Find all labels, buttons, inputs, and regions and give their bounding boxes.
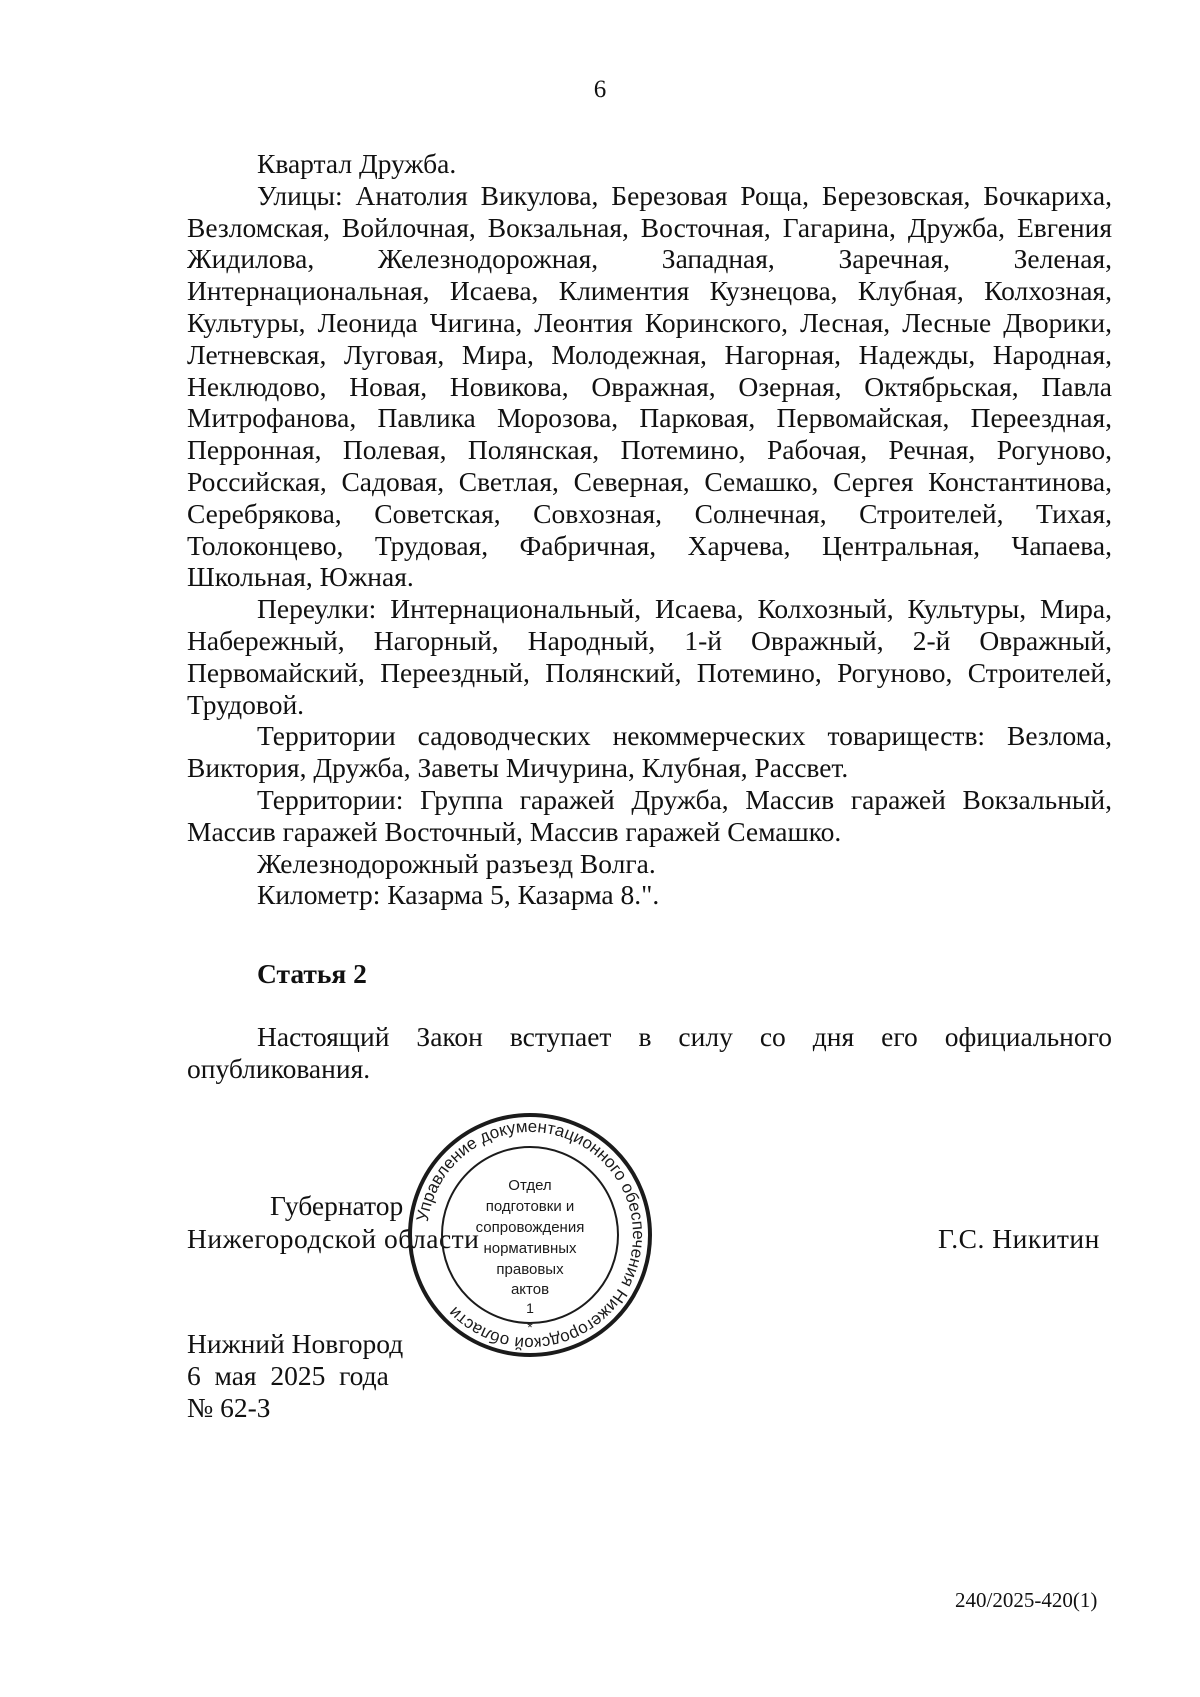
article-body (187, 1021, 1112, 1085)
stamp-line-5: правовых (496, 1261, 564, 1278)
document-code: 240/2025-420(1) (955, 1588, 1098, 1612)
stamp-line-6: актов (510, 1281, 550, 1298)
page-number: 6 (593, 76, 607, 103)
paragraph-quarter: Квартал Дружба. (257, 148, 457, 179)
stamp-line-1: Отдел (508, 1177, 552, 1194)
paragraph-lanes: Переулки: Интернациональный, Исаева, Колхозный, Культуры, Мира, Набережный, Нагорный, Народный, 1-й Овражный, 2-й Овражный, Первомайский, Переездный, Полянский, Потемино, Рогуново, Строителей, Трудовой. (187, 593, 1112, 720)
paragraph-streets: Улицы: Анатолия Викулова, Березовая Роща, Березовская, Бочкариха, Везломская, Войлочная, Вокзальная, Восточная, Гагарина, Дружба, Евгения Жидилова, Железнодорожная, Западная, Заречная, Зеленая, Интернациональная, Исаева, Климентия Кузнецова, Клубная, Колхозная, Культуры, Леонида Чигина, Леонтия Коринского, Лесная, Лесные Дворики, Летневская, Луговая, Мира, Молодежная, Нагорная, Надежды, Народная, Неклюдово, Новая, Новикова, Овражная, Озерная, Октябрьская, Павла Митрофанова, Павлика Морозова, Парковая, Первомайская, Переездная, Перронная, Полевая, Полянская, Потемино, Рабочая, Речная, Рогуново, Российская, Садовая, Светлая, Северная, Семашко, Сергея Константинова, Серебрякова, Советская, Совхозная, Солнечная, Строителей, Тихая, Толоконцево, Трудовая, Фабричная, Харчева, Центральная, Чапаева, Школьная, Южная. (187, 179, 1112, 593)
signature-name: Г.С. Никитин (938, 1223, 1100, 1254)
stamp-line-3: сопровождения (475, 1219, 585, 1236)
article-title: Статья 2 (257, 958, 367, 989)
stamp-line-7: 1 (526, 1300, 534, 1316)
body-text (187, 148, 1112, 911)
signature-position-line2: Нижегородской области (187, 1223, 480, 1254)
law-number: № 62-З (187, 1392, 271, 1423)
date: 6 мая 2025 года (187, 1360, 389, 1391)
stamp-star-icon: * (527, 1319, 533, 1335)
stamp-seal-graphic (405, 1110, 655, 1360)
city: Нижний Новгород (187, 1328, 404, 1359)
paragraph-railway-junction: Железнодорожный разъезд Волга. (257, 847, 656, 879)
paragraph-garden-territories: Территории садоводческих некоммерческих товариществ: Везлома, Виктория, Дружба, Заветы Мичурина, Клубная, Рассвет. (187, 720, 1112, 784)
stamp-line-2: подготовки и (485, 1198, 575, 1215)
paragraph-kilometer: Километр: Казарма 5, Казарма 8.". (257, 879, 660, 911)
place-date-block (187, 1328, 403, 1424)
stamp-line-4: нормативных (483, 1240, 577, 1257)
stamp-outer-text: Управление документационного обеспечения Нижегородской области (412, 1116, 649, 1354)
official-stamp (405, 1110, 655, 1360)
article-text: Настоящий Закон вступает в силу со дня его официального опубликования. (187, 1021, 1112, 1084)
paragraph-territories: Территории: Группа гаражей Дружба, Массив гаражей Вокзальный, Массив гаражей Восточный, Массив гаражей Семашко. (187, 783, 1112, 847)
signature-position-line1: Губернатор (270, 1190, 404, 1221)
